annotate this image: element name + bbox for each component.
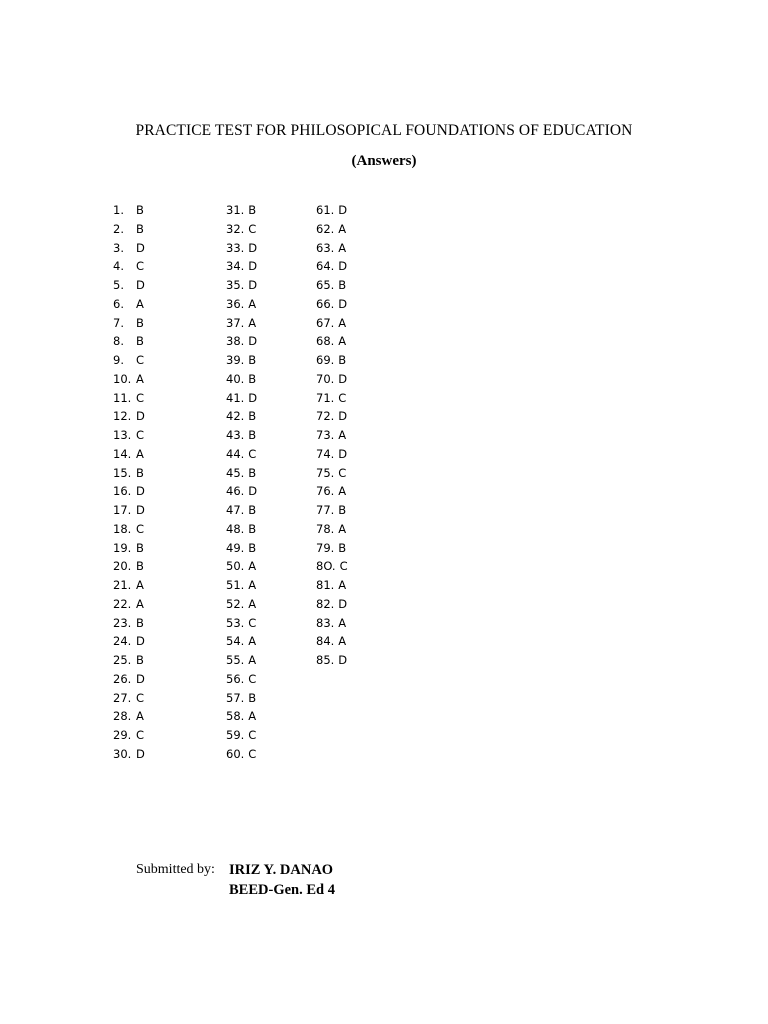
answer-letter: C	[136, 521, 145, 536]
answer-number: 47.	[226, 503, 245, 517]
answer-number: 76.	[316, 484, 335, 499]
answer-number: 12.	[113, 409, 132, 424]
answer-letter: A	[248, 596, 257, 611]
answer-letter: C	[248, 446, 257, 461]
answer-number: 24.	[113, 634, 132, 649]
answer-letter: B	[338, 278, 347, 292]
answer-number: 20.	[113, 559, 132, 574]
answer-letter: A	[248, 653, 257, 667]
answer-letter: A	[338, 315, 347, 330]
answer-number: 46.	[226, 484, 245, 499]
answer-letter: A	[248, 315, 257, 330]
answer-number: 67.	[316, 315, 335, 330]
answer-item	[316, 426, 348, 445]
answer-letter: B	[248, 203, 257, 217]
answer-column-2	[226, 201, 257, 764]
answer-item	[113, 239, 145, 258]
answer-item	[113, 464, 145, 483]
answer-letter: D	[136, 240, 145, 255]
answer-number: 70.	[316, 371, 335, 386]
answer-letter: A	[136, 596, 144, 611]
answer-letter: C	[136, 728, 145, 742]
answer-letter: B	[248, 409, 257, 424]
answer-letter: B	[338, 353, 347, 367]
answer-letter: D	[248, 390, 258, 405]
answer-item	[113, 576, 145, 595]
answer-number: 57.	[226, 690, 245, 705]
answer-number: 82.	[316, 596, 335, 611]
answer-item	[226, 576, 257, 595]
answer-letter: C	[136, 390, 145, 405]
answer-letter: A	[338, 634, 347, 649]
answer-number: 59.	[226, 728, 245, 742]
answer-item	[226, 332, 257, 351]
answer-letter: A	[338, 615, 347, 630]
answer-item	[226, 689, 257, 708]
answer-item	[113, 482, 145, 501]
answer-item	[226, 632, 257, 651]
answer-item	[316, 651, 348, 670]
submitter-course: BEED-Gen. Ed 4	[229, 882, 335, 898]
answer-item	[113, 351, 145, 370]
answer-item	[113, 295, 145, 314]
answer-item	[113, 539, 145, 558]
answer-number: 39.	[226, 353, 245, 367]
answer-item	[226, 614, 257, 633]
answer-letter: B	[136, 315, 144, 330]
answer-number: 32.	[226, 221, 245, 236]
answer-letter: B	[248, 540, 257, 555]
answer-letter: D	[136, 634, 145, 649]
answer-number: 22.	[113, 596, 132, 611]
answer-item	[113, 370, 145, 389]
answer-number: 51.	[226, 578, 245, 592]
answer-letter: D	[248, 484, 258, 499]
answer-letter: B	[248, 353, 257, 367]
answer-letter: D	[136, 671, 145, 686]
answer-number: 25.	[113, 653, 132, 667]
answer-number: 10.	[113, 371, 132, 386]
answer-number: 6.	[113, 296, 124, 311]
answer-letter: D	[136, 746, 145, 761]
answer-number: 7.	[113, 315, 124, 330]
answer-letter: A	[248, 296, 257, 311]
answer-item	[113, 670, 145, 689]
answer-item	[113, 595, 145, 614]
answer-item	[226, 257, 257, 276]
answer-number: 33.	[226, 240, 245, 255]
answer-number: 1.	[113, 203, 124, 217]
answer-letter: D	[248, 259, 258, 274]
answer-item	[226, 557, 257, 576]
answer-number: 69.	[316, 353, 335, 367]
answer-item	[316, 239, 348, 258]
answer-item	[226, 520, 257, 539]
answer-item	[226, 370, 257, 389]
document-title: PRACTICE TEST FOR PHILOSOPICAL FOUNDATIONS OF EDUCATION	[135, 122, 633, 139]
answer-letter: C	[136, 353, 145, 367]
answer-letter: B	[248, 371, 257, 386]
answer-item	[226, 426, 257, 445]
answer-letter: C	[248, 728, 257, 742]
answer-letter: B	[248, 465, 257, 480]
answer-number: 52.	[226, 596, 245, 611]
answer-number: 64.	[316, 259, 335, 274]
answer-number: 50.	[226, 559, 245, 574]
answer-number: 65.	[316, 278, 335, 292]
answer-item	[316, 276, 348, 295]
answer-letter: B	[338, 503, 347, 517]
answer-item	[226, 407, 257, 426]
answer-letter: A	[248, 634, 257, 649]
answer-number: 4.	[113, 259, 124, 274]
answer-number: 53.	[226, 615, 245, 630]
answer-letter: A	[136, 446, 144, 461]
answer-letter: C	[136, 428, 145, 442]
answer-item	[316, 389, 348, 408]
answer-item	[113, 389, 145, 408]
answer-number: 30.	[113, 746, 132, 761]
answer-letter: A	[248, 709, 257, 724]
answer-number: 27.	[113, 690, 132, 705]
answer-number: 29.	[113, 728, 132, 742]
answer-letter: B	[136, 334, 144, 349]
answer-number: 34.	[226, 259, 245, 274]
answer-letter: C	[248, 671, 257, 686]
answer-letter: C	[248, 746, 257, 761]
answer-letter: A	[338, 428, 347, 442]
answer-number: 37.	[226, 315, 245, 330]
answer-letter: D	[338, 409, 348, 424]
answer-item	[113, 201, 145, 220]
answer-item	[316, 482, 348, 501]
answer-number: 21.	[113, 578, 132, 592]
answer-column-3	[316, 201, 348, 670]
answer-letter: C	[338, 390, 347, 405]
answer-item	[316, 557, 348, 576]
answer-letter: B	[136, 203, 144, 217]
answer-number: 79.	[316, 540, 335, 555]
answer-letter: B	[136, 653, 144, 667]
answer-letter: D	[338, 596, 348, 611]
answer-number: 75.	[316, 465, 335, 480]
answer-number: 60.	[226, 746, 245, 761]
answer-item	[316, 220, 348, 239]
answer-letter: B	[136, 559, 144, 574]
answer-item	[226, 445, 257, 464]
answer-item	[316, 295, 348, 314]
submitted-by-label: Submitted by:	[136, 862, 215, 877]
answer-letter: D	[338, 446, 348, 461]
answer-number: 36.	[226, 296, 245, 311]
answer-letter: A	[338, 578, 347, 592]
answer-item	[113, 220, 145, 239]
answer-item	[226, 295, 257, 314]
answer-number: 63.	[316, 240, 335, 255]
answer-number: 55.	[226, 653, 245, 667]
answer-letter: D	[136, 278, 145, 292]
answer-number: 18.	[113, 521, 132, 536]
answer-letter: B	[136, 465, 144, 480]
answer-number: 13.	[113, 428, 132, 442]
answer-letter: D	[248, 334, 258, 349]
answer-item	[226, 239, 257, 258]
answer-item	[113, 407, 145, 426]
answer-number: 23.	[113, 615, 132, 630]
answer-number: 74.	[316, 446, 335, 461]
answer-letter: B	[248, 503, 257, 517]
answer-letter: A	[136, 578, 144, 592]
answer-letter: A	[338, 521, 347, 536]
answer-letter: D	[136, 503, 145, 517]
answer-item	[113, 557, 145, 576]
answer-item	[226, 670, 257, 689]
answer-item	[226, 482, 257, 501]
answer-letter: D	[338, 203, 348, 217]
answer-number: 81.	[316, 578, 335, 592]
answer-number: 42.	[226, 409, 245, 424]
answer-item	[113, 707, 145, 726]
answer-item	[113, 332, 145, 351]
answer-item	[316, 595, 348, 614]
answer-number: 78.	[316, 521, 335, 536]
answer-letter: A	[338, 334, 347, 349]
answer-letter: D	[338, 653, 348, 667]
answer-item	[113, 445, 145, 464]
answer-number: 14.	[113, 446, 132, 461]
answer-number: 73.	[316, 428, 335, 442]
answer-number: 49.	[226, 540, 245, 555]
answer-number: 44.	[226, 446, 245, 461]
answer-letter: D	[248, 278, 258, 292]
answer-item	[113, 745, 145, 764]
answer-number: 62.	[316, 221, 335, 236]
answer-item	[113, 257, 145, 276]
answer-item	[226, 745, 257, 764]
answer-letter: B	[248, 521, 257, 536]
answer-item	[316, 351, 348, 370]
answer-item	[226, 276, 257, 295]
answer-number: 8O.	[316, 559, 336, 574]
answer-number: 58.	[226, 709, 245, 724]
answer-letter: C	[339, 559, 348, 574]
answer-item	[316, 314, 348, 333]
answer-item	[316, 539, 348, 558]
answer-number: 61.	[316, 203, 335, 217]
answer-number: 17.	[113, 503, 132, 517]
answer-item	[226, 595, 257, 614]
answer-number: 8.	[113, 334, 124, 349]
answer-letter: D	[338, 371, 348, 386]
answer-letter: B	[136, 221, 144, 236]
answer-number: 31.	[226, 203, 245, 217]
answer-number: 48.	[226, 521, 245, 536]
answer-letter: A	[338, 221, 347, 236]
answer-letter: A	[248, 578, 257, 592]
answer-letter: A	[136, 296, 144, 311]
answer-number: 71.	[316, 390, 335, 405]
answer-letter: C	[338, 465, 347, 480]
answer-letter: C	[248, 221, 257, 236]
answer-number: 2.	[113, 221, 124, 236]
answer-letter: C	[136, 259, 145, 274]
answer-item	[316, 407, 348, 426]
answer-letter: A	[136, 371, 144, 386]
answer-item	[113, 614, 145, 633]
answer-item	[113, 426, 145, 445]
answer-letter: A	[338, 484, 347, 499]
answer-number: 38.	[226, 334, 245, 349]
answer-item	[113, 689, 145, 708]
answer-letter: B	[136, 615, 144, 630]
answer-letter: C	[248, 615, 257, 630]
answer-letter: C	[136, 690, 145, 705]
answer-item	[316, 445, 348, 464]
answer-letter: A	[338, 240, 347, 255]
answer-letter: D	[338, 259, 348, 274]
answer-item	[316, 332, 348, 351]
answer-item	[316, 370, 348, 389]
document-subtitle: (Answers)	[351, 153, 417, 169]
answer-number: 16.	[113, 484, 132, 499]
answer-item	[113, 314, 145, 333]
answer-item	[226, 726, 257, 745]
answer-number: 41.	[226, 390, 245, 405]
answer-item	[226, 539, 257, 558]
answer-number: 68.	[316, 334, 335, 349]
answer-number: 3.	[113, 240, 124, 255]
submitter-name: IRIZ Y. DANAO	[229, 862, 334, 878]
answer-number: 77.	[316, 503, 335, 517]
answer-number: 66.	[316, 296, 335, 311]
answer-item	[226, 314, 257, 333]
answer-letter: A	[248, 559, 257, 574]
answer-number: 15.	[113, 465, 132, 480]
answer-item	[316, 257, 348, 276]
answer-item	[316, 464, 348, 483]
answer-item	[226, 220, 257, 239]
answer-number: 43.	[226, 428, 245, 442]
answer-number: 56.	[226, 671, 245, 686]
answer-item	[113, 276, 145, 295]
answer-number: 54.	[226, 634, 245, 649]
answer-letter: B	[136, 540, 144, 555]
answer-item	[316, 520, 348, 539]
answer-item	[113, 726, 145, 745]
answer-item	[316, 501, 348, 520]
answer-item	[226, 389, 257, 408]
answer-letter: A	[136, 709, 144, 724]
answer-number: 19.	[113, 540, 132, 555]
answer-column-1	[113, 201, 145, 764]
answer-letter: D	[136, 409, 145, 424]
answer-letter: D	[136, 484, 145, 499]
answer-item	[316, 576, 348, 595]
answer-number: 72.	[316, 409, 335, 424]
answer-item	[316, 201, 348, 220]
answer-number: 28.	[113, 709, 132, 724]
answer-item	[226, 651, 257, 670]
answer-number: 45.	[226, 465, 245, 480]
answer-item	[316, 614, 348, 633]
answer-number: 11.	[113, 390, 132, 405]
answer-number: 40.	[226, 371, 245, 386]
answer-item	[226, 501, 257, 520]
answer-number: 5.	[113, 278, 124, 292]
answer-letter: D	[248, 240, 258, 255]
answer-number: 35.	[226, 278, 245, 292]
answer-number: 84.	[316, 634, 335, 649]
answer-number: 83.	[316, 615, 335, 630]
answer-letter: B	[248, 690, 257, 705]
answer-item	[113, 632, 145, 651]
answer-letter: B	[338, 540, 347, 555]
answer-item	[226, 464, 257, 483]
answer-number: 9.	[113, 353, 124, 367]
answer-letter: D	[338, 296, 348, 311]
answer-number: 85.	[316, 653, 335, 667]
answer-item	[113, 520, 145, 539]
answer-item	[316, 632, 348, 651]
answer-item	[113, 501, 145, 520]
answer-item	[226, 201, 257, 220]
answer-item	[226, 351, 257, 370]
answer-letter: B	[248, 428, 257, 442]
answer-item	[113, 651, 145, 670]
answer-item	[226, 707, 257, 726]
answer-number: 26.	[113, 671, 132, 686]
